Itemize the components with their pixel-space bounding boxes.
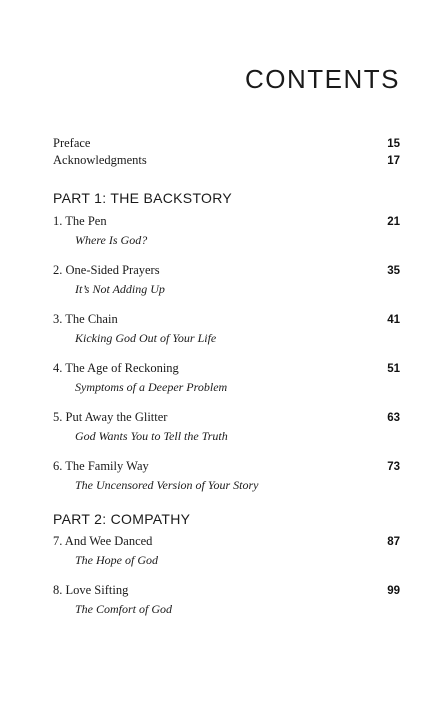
page-number: 87 <box>387 536 400 548</box>
page-number: 15 <box>387 138 400 150</box>
page-title: CONTENTS <box>245 64 400 94</box>
page-number: 99 <box>387 585 400 597</box>
page-number: 21 <box>387 216 400 228</box>
chapter-entry <box>53 410 400 444</box>
chapter-entry <box>53 263 400 297</box>
chapter-title: 4. The Age of Reckoning <box>53 361 179 375</box>
page-number: 63 <box>387 412 400 424</box>
front-matter-list <box>53 136 400 170</box>
chapter-subtitle: Kicking God Out of Your Life <box>75 331 217 345</box>
chapter-title: 5. Put Away the Glitter <box>53 410 168 424</box>
part-heading: PART 2: COMPATHY <box>53 511 191 527</box>
chapter-entry <box>53 583 400 617</box>
chapter-entry <box>53 361 400 395</box>
chapter-entry <box>53 534 400 568</box>
chapter-subtitle: The Uncensored Version of Your Story <box>75 478 259 492</box>
chapter-title: 1. The Pen <box>53 214 107 228</box>
part-heading: PART 1: THE BACKSTORY <box>53 190 233 206</box>
front-matter-label: Preface <box>53 136 91 150</box>
chapter-entry <box>53 459 400 493</box>
chapter-subtitle: It’s Not Adding Up <box>75 282 165 296</box>
chapter-title: 2. One-Sided Prayers <box>53 263 160 277</box>
page-number: 41 <box>387 314 400 326</box>
chapter-subtitle: Symptoms of a Deeper Problem <box>75 380 228 394</box>
chapter-subtitle: Where Is God? <box>75 233 148 247</box>
page-number: 35 <box>387 265 400 277</box>
chapter-entry <box>53 312 400 346</box>
chapter-title: 7. And Wee Danced <box>53 534 153 548</box>
chapter-title: 8. Love Sifting <box>53 583 129 597</box>
page-number: 51 <box>387 363 400 375</box>
chapter-title: 6. The Family Way <box>53 459 149 473</box>
front-matter-label: Acknowledgments <box>53 153 147 167</box>
front-matter-item-acknowledgments <box>53 153 400 170</box>
chapter-entry <box>53 214 400 248</box>
page-number: 73 <box>387 461 400 473</box>
chapter-subtitle: The Hope of God <box>75 553 158 567</box>
chapter-title: 3. The Chain <box>53 312 118 326</box>
chapter-subtitle: The Comfort of God <box>75 602 173 616</box>
front-matter-item-preface <box>53 136 400 153</box>
chapter-subtitle: God Wants You to Tell the Truth <box>75 429 228 443</box>
page-number: 17 <box>387 155 400 167</box>
